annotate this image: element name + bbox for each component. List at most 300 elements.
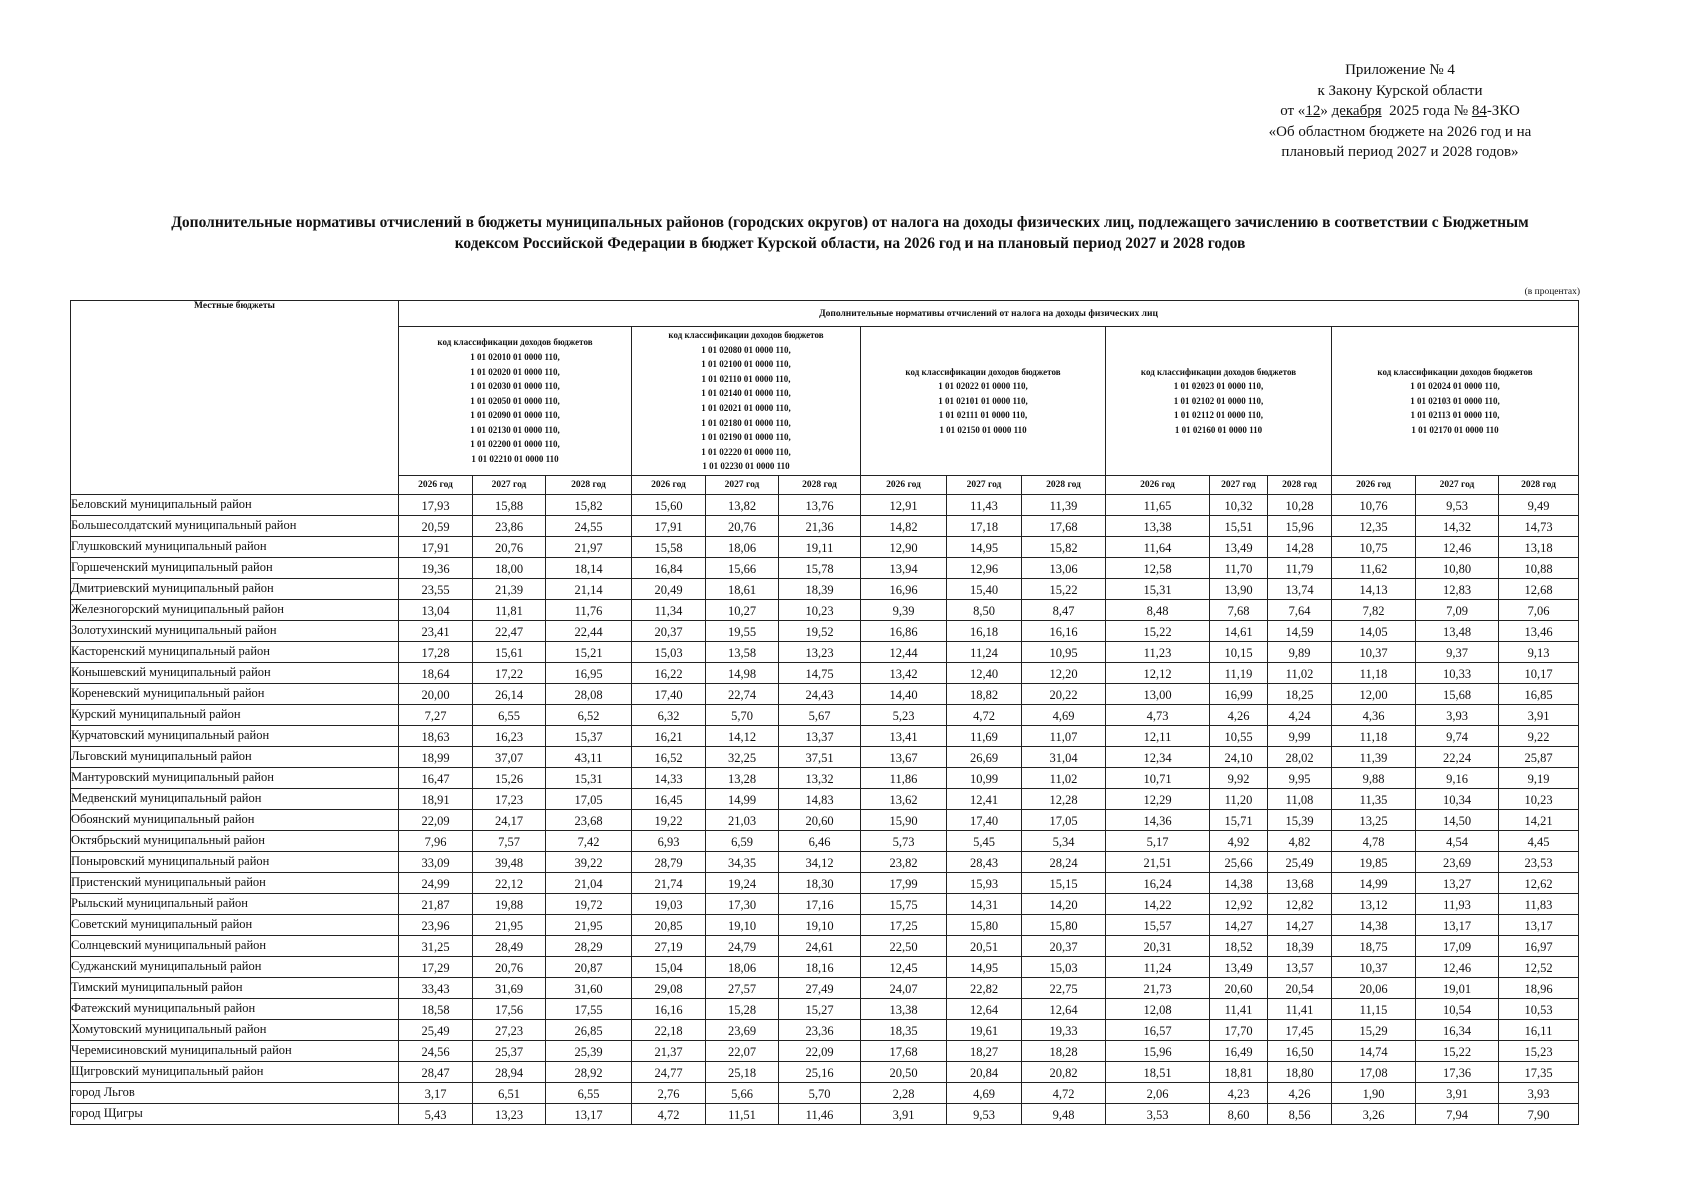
norm-value: 6,51 xyxy=(473,1083,546,1104)
norm-value: 20,00 xyxy=(399,684,473,705)
norm-value: 5,70 xyxy=(706,705,779,726)
norm-value: 5,66 xyxy=(706,1083,779,1104)
norm-value: 16,16 xyxy=(1022,621,1106,642)
group-code-list: код классификации доходов бюджетов 1 01 02010 01 0000 110, 1 01 02020 01 0000 110, 1 01 02030 01 0000 110, 1 01 02050 01 0000 110, 1 01 02090 01 0000 110, 1 01 02130 01 0000 110, 1 01 02200 01 0000 110, 1 01 02210 01 0000 110 xyxy=(437,337,593,465)
year-header: 2028 год xyxy=(1022,476,1106,495)
norm-value: 9,13 xyxy=(1499,642,1579,663)
norm-value: 13,46 xyxy=(1499,621,1579,642)
norm-value: 23,69 xyxy=(706,1020,779,1041)
norm-value: 12,44 xyxy=(861,642,947,663)
norm-value: 24,56 xyxy=(399,1041,473,1062)
norm-value: 13,06 xyxy=(1022,558,1106,579)
norm-value: 18,75 xyxy=(1332,936,1416,957)
norm-value: 22,12 xyxy=(473,873,546,894)
norm-value: 9,49 xyxy=(1499,495,1579,516)
norm-value: 11,79 xyxy=(1268,558,1332,579)
budget-name: город Щигры xyxy=(71,1104,399,1125)
table-row xyxy=(71,663,1579,684)
norm-value: 8,56 xyxy=(1268,1104,1332,1125)
norm-value: 20,31 xyxy=(1106,936,1210,957)
norm-value: 29,08 xyxy=(632,978,706,999)
norm-value: 15,31 xyxy=(546,768,632,789)
norm-value: 5,17 xyxy=(1106,831,1210,852)
norm-value: 31,04 xyxy=(1022,747,1106,768)
norm-value: 21,97 xyxy=(546,537,632,558)
norm-value: 11,02 xyxy=(1268,663,1332,684)
norm-value: 18,80 xyxy=(1268,1062,1332,1083)
year-header: 2027 год xyxy=(1416,476,1499,495)
norm-value: 14,27 xyxy=(1268,915,1332,936)
norm-value: 10,75 xyxy=(1332,537,1416,558)
norm-value: 20,76 xyxy=(473,537,546,558)
norm-value: 14,99 xyxy=(1332,873,1416,894)
norm-value: 11,34 xyxy=(632,600,706,621)
norm-value: 16,47 xyxy=(399,768,473,789)
year-header: 2026 год xyxy=(399,476,473,495)
budget-name: Советский муниципальный район xyxy=(71,915,399,936)
norm-value: 13,17 xyxy=(1416,915,1499,936)
table-row xyxy=(71,789,1579,810)
norm-value: 10,76 xyxy=(1332,495,1416,516)
norm-value: 13,12 xyxy=(1332,894,1416,915)
norm-value: 7,82 xyxy=(1332,600,1416,621)
norm-value: 11,64 xyxy=(1106,537,1210,558)
norm-value: 15,22 xyxy=(1416,1041,1499,1062)
norm-value: 22,50 xyxy=(861,936,947,957)
norm-value: 16,18 xyxy=(947,621,1022,642)
norm-value: 27,57 xyxy=(706,978,779,999)
norm-value: 9,19 xyxy=(1499,768,1579,789)
norm-value: 12,29 xyxy=(1106,789,1210,810)
norm-value: 11,76 xyxy=(546,600,632,621)
norm-value: 20,51 xyxy=(947,936,1022,957)
norm-value: 9,92 xyxy=(1210,768,1268,789)
group-code-list: код классификации доходов бюджетов 1 01 02024 01 0000 110, 1 01 02103 01 0000 110, 1 01 02113 01 0000 110, 1 01 02170 01 0000 110 xyxy=(1377,366,1533,435)
norm-value: 21,36 xyxy=(779,516,861,537)
norm-value: 7,57 xyxy=(473,831,546,852)
norm-value: 16,22 xyxy=(632,663,706,684)
norm-value: 23,68 xyxy=(546,810,632,831)
norm-value: 19,24 xyxy=(706,873,779,894)
norm-value: 21,51 xyxy=(1106,852,1210,873)
norm-value: 14,83 xyxy=(779,789,861,810)
norm-value: 16,95 xyxy=(546,663,632,684)
norm-value: 15,31 xyxy=(1106,579,1210,600)
norm-value: 16,24 xyxy=(1106,873,1210,894)
norm-value: 10,54 xyxy=(1416,999,1499,1020)
norm-value: 21,39 xyxy=(473,579,546,600)
norm-value: 17,93 xyxy=(399,495,473,516)
norm-value: 39,22 xyxy=(546,852,632,873)
norm-value: 9,89 xyxy=(1268,642,1332,663)
norm-value: 12,96 xyxy=(947,558,1022,579)
norm-value: 13,38 xyxy=(861,999,947,1020)
norm-value: 11,18 xyxy=(1332,663,1416,684)
norm-value: 15,21 xyxy=(546,642,632,663)
norm-value: 3,91 xyxy=(861,1104,947,1125)
year-header: 2027 год xyxy=(706,476,779,495)
norm-value: 15,90 xyxy=(861,810,947,831)
norm-value: 18,06 xyxy=(706,537,779,558)
table-row xyxy=(71,957,1579,978)
annex-law-title-1: «Об областном бюджете на 2026 год и на xyxy=(1268,123,1532,140)
norm-value: 13,49 xyxy=(1210,957,1268,978)
norm-value: 32,25 xyxy=(706,747,779,768)
norm-value: 19,72 xyxy=(546,894,632,915)
norm-value: 25,37 xyxy=(473,1041,546,1062)
norm-value: 20,76 xyxy=(473,957,546,978)
norm-value: 14,98 xyxy=(706,663,779,684)
norm-value: 11,08 xyxy=(1268,789,1332,810)
norm-value: 17,56 xyxy=(473,999,546,1020)
norm-value: 9,95 xyxy=(1268,768,1332,789)
budget-name: Рыльский муниципальный район xyxy=(71,894,399,915)
norm-value: 19,52 xyxy=(779,621,861,642)
norm-value: 20,60 xyxy=(1210,978,1268,999)
group-code-list: код классификации доходов бюджетов 1 01 02023 01 0000 110, 1 01 02102 01 0000 110, 1 01 02112 01 0000 110, 1 01 02160 01 0000 110 xyxy=(1140,366,1297,435)
norm-value: 14,61 xyxy=(1210,621,1268,642)
norm-value: 24,61 xyxy=(779,936,861,957)
norm-value: 4,73 xyxy=(1106,705,1210,726)
norm-value: 23,69 xyxy=(1416,852,1499,873)
norm-value: 4,36 xyxy=(1332,705,1416,726)
norm-value: 12,83 xyxy=(1416,579,1499,600)
norm-value: 10,55 xyxy=(1210,726,1268,747)
norm-value: 17,09 xyxy=(1416,936,1499,957)
norm-value: 10,33 xyxy=(1416,663,1499,684)
norm-value: 28,79 xyxy=(632,852,706,873)
norm-value: 19,36 xyxy=(399,558,473,579)
norm-value: 20,87 xyxy=(546,957,632,978)
year-header: 2026 год xyxy=(632,476,706,495)
norm-value: 11,69 xyxy=(947,726,1022,747)
norm-value: 6,55 xyxy=(473,705,546,726)
norm-value: 10,88 xyxy=(1499,558,1579,579)
table-row xyxy=(71,915,1579,936)
norm-value: 11,18 xyxy=(1332,726,1416,747)
norm-value: 12,41 xyxy=(947,789,1022,810)
norm-value: 12,46 xyxy=(1416,537,1499,558)
norm-value: 26,69 xyxy=(947,747,1022,768)
norm-value: 15,61 xyxy=(473,642,546,663)
norm-value: 2,28 xyxy=(861,1083,947,1104)
norm-value: 10,27 xyxy=(706,600,779,621)
norm-value: 12,90 xyxy=(861,537,947,558)
norm-value: 20,59 xyxy=(399,516,473,537)
norm-value: 15,04 xyxy=(632,957,706,978)
norm-value: 6,52 xyxy=(546,705,632,726)
norm-value: 19,55 xyxy=(706,621,779,642)
norm-value: 24,43 xyxy=(779,684,861,705)
norm-value: 24,17 xyxy=(473,810,546,831)
norm-value: 15,82 xyxy=(546,495,632,516)
norm-value: 14,33 xyxy=(632,768,706,789)
norm-value: 19,85 xyxy=(1332,852,1416,873)
norm-value: 27,23 xyxy=(473,1020,546,1041)
norm-value: 28,49 xyxy=(473,936,546,957)
budget-name: Черемисиновский муниципальный район xyxy=(71,1041,399,1062)
budget-name: Кореневский муниципальный район xyxy=(71,684,399,705)
norm-value: 11,83 xyxy=(1499,894,1579,915)
table-row xyxy=(71,621,1579,642)
norm-value: 12,45 xyxy=(861,957,947,978)
norm-value: 14,28 xyxy=(1268,537,1332,558)
norm-value: 11,24 xyxy=(947,642,1022,663)
norm-value: 15,57 xyxy=(1106,915,1210,936)
norm-value: 15,03 xyxy=(1022,957,1106,978)
norm-value: 17,68 xyxy=(861,1041,947,1062)
table-row xyxy=(71,558,1579,579)
norm-value: 26,85 xyxy=(546,1020,632,1041)
norm-value: 11,62 xyxy=(1332,558,1416,579)
norm-value: 20,82 xyxy=(1022,1062,1106,1083)
norm-value: 5,67 xyxy=(779,705,861,726)
norm-value: 18,25 xyxy=(1268,684,1332,705)
norm-value: 12,46 xyxy=(1416,957,1499,978)
norm-value: 15,88 xyxy=(473,495,546,516)
table-row xyxy=(71,831,1579,852)
norm-value: 13,90 xyxy=(1210,579,1268,600)
norm-value: 20,76 xyxy=(706,516,779,537)
norm-value: 13,17 xyxy=(546,1104,632,1125)
norm-value: 12,40 xyxy=(947,663,1022,684)
norm-value: 10,37 xyxy=(1332,957,1416,978)
norm-value: 18,14 xyxy=(546,558,632,579)
norm-value: 22,82 xyxy=(947,978,1022,999)
year-header: 2028 год xyxy=(1268,476,1332,495)
document-title xyxy=(70,212,1630,254)
norm-value: 14,31 xyxy=(947,894,1022,915)
norm-value: 15,71 xyxy=(1210,810,1268,831)
budget-name: Мантуровский муниципальный район xyxy=(71,768,399,789)
table-row xyxy=(71,705,1579,726)
norm-value: 13,48 xyxy=(1416,621,1499,642)
norm-value: 18,64 xyxy=(399,663,473,684)
norm-value: 11,51 xyxy=(706,1104,779,1125)
norm-value: 15,15 xyxy=(1022,873,1106,894)
norm-value: 18,39 xyxy=(779,579,861,600)
norm-value: 21,04 xyxy=(546,873,632,894)
norm-value: 14,74 xyxy=(1332,1041,1416,1062)
norm-value: 7,27 xyxy=(399,705,473,726)
norm-value: 12,91 xyxy=(861,495,947,516)
norm-value: 17,99 xyxy=(861,873,947,894)
norm-value: 15,78 xyxy=(779,558,861,579)
table-row xyxy=(71,810,1579,831)
norm-value: 15,96 xyxy=(1268,516,1332,537)
year-header: 2028 год xyxy=(546,476,632,495)
norm-value: 13,68 xyxy=(1268,873,1332,894)
annex-day: 12 xyxy=(1305,103,1321,119)
norm-value: 10,23 xyxy=(1499,789,1579,810)
norm-value: 10,53 xyxy=(1499,999,1579,1020)
norm-value: 15,22 xyxy=(1106,621,1210,642)
norm-value: 16,97 xyxy=(1499,936,1579,957)
norm-value: 13,74 xyxy=(1268,579,1332,600)
norm-value: 17,28 xyxy=(399,642,473,663)
budget-name: Тимский муниципальный район xyxy=(71,978,399,999)
norm-value: 28,47 xyxy=(399,1062,473,1083)
norm-value: 14,27 xyxy=(1210,915,1268,936)
norm-value: 20,49 xyxy=(632,579,706,600)
norm-value: 20,37 xyxy=(1022,936,1106,957)
norm-value: 12,64 xyxy=(947,999,1022,1020)
norm-value: 17,36 xyxy=(1416,1062,1499,1083)
table-row xyxy=(71,978,1579,999)
group-header-5 xyxy=(1332,327,1579,476)
table-row xyxy=(71,936,1579,957)
norm-value: 11,23 xyxy=(1106,642,1210,663)
norm-value: 5,43 xyxy=(399,1104,473,1125)
norm-value: 18,58 xyxy=(399,999,473,1020)
norm-value: 9,74 xyxy=(1416,726,1499,747)
norm-value: 22,07 xyxy=(706,1041,779,1062)
norm-value: 27,49 xyxy=(779,978,861,999)
table-row xyxy=(71,516,1579,537)
norm-value: 28,29 xyxy=(546,936,632,957)
norm-value: 19,33 xyxy=(1022,1020,1106,1041)
table-row xyxy=(71,1083,1579,1104)
budget-name: Поныровский муниципальный район xyxy=(71,852,399,873)
norm-value: 28,08 xyxy=(546,684,632,705)
norm-value: 14,59 xyxy=(1268,621,1332,642)
norm-value: 25,18 xyxy=(706,1062,779,1083)
norm-value: 31,69 xyxy=(473,978,546,999)
norm-value: 13,57 xyxy=(1268,957,1332,978)
year-header: 2027 год xyxy=(947,476,1022,495)
norm-value: 27,19 xyxy=(632,936,706,957)
annex-law-suffix: -ЗКО xyxy=(1486,103,1520,119)
norm-value: 11,43 xyxy=(947,495,1022,516)
norm-value: 13,82 xyxy=(706,495,779,516)
budget-name: Беловский муниципальный район xyxy=(71,495,399,516)
year-header: 2026 год xyxy=(1332,476,1416,495)
norm-value: 17,91 xyxy=(632,516,706,537)
annex-law-ref: к Закону Курской области xyxy=(1317,82,1483,99)
norm-value: 11,39 xyxy=(1332,747,1416,768)
norm-value: 16,84 xyxy=(632,558,706,579)
norm-value: 16,16 xyxy=(632,999,706,1020)
norm-value: 9,39 xyxy=(861,600,947,621)
annex-block xyxy=(1205,60,1595,163)
table-row xyxy=(71,537,1579,558)
norm-value: 11,70 xyxy=(1210,558,1268,579)
norm-value: 5,45 xyxy=(947,831,1022,852)
norm-value: 18,91 xyxy=(399,789,473,810)
norm-value: 4,72 xyxy=(632,1104,706,1125)
norm-value: 4,78 xyxy=(1332,831,1416,852)
norm-value: 31,25 xyxy=(399,936,473,957)
norm-value: 14,50 xyxy=(1416,810,1499,831)
norm-value: 25,87 xyxy=(1499,747,1579,768)
norm-value: 10,71 xyxy=(1106,768,1210,789)
norm-value: 14,38 xyxy=(1332,915,1416,936)
norm-value: 20,50 xyxy=(861,1062,947,1083)
norm-value: 12,92 xyxy=(1210,894,1268,915)
norm-value: 22,09 xyxy=(779,1041,861,1062)
annex-year-part: 2025 года № xyxy=(1381,103,1472,119)
norm-value: 3,93 xyxy=(1416,705,1499,726)
norm-value: 3,53 xyxy=(1106,1104,1210,1125)
norm-value: 4,72 xyxy=(947,705,1022,726)
norm-value: 16,85 xyxy=(1499,684,1579,705)
norm-value: 15,75 xyxy=(861,894,947,915)
norm-value: 10,15 xyxy=(1210,642,1268,663)
norm-value: 17,68 xyxy=(1022,516,1106,537)
norm-value: 19,03 xyxy=(632,894,706,915)
budget-name: Курчатовский муниципальный район xyxy=(71,726,399,747)
norm-value: 15,22 xyxy=(1022,579,1106,600)
norm-value: 7,96 xyxy=(399,831,473,852)
norm-value: 5,73 xyxy=(861,831,947,852)
norm-value: 18,06 xyxy=(706,957,779,978)
norm-value: 33,43 xyxy=(399,978,473,999)
norm-value: 11,81 xyxy=(473,600,546,621)
norm-value: 4,45 xyxy=(1499,831,1579,852)
norm-value: 12,12 xyxy=(1106,663,1210,684)
annex-law-title-2: плановый период 2027 и 2028 годов» xyxy=(1281,144,1519,160)
norm-value: 18,61 xyxy=(706,579,779,600)
norm-value: 19,22 xyxy=(632,810,706,831)
norm-value: 21,74 xyxy=(632,873,706,894)
norm-value: 9,37 xyxy=(1416,642,1499,663)
norm-value: 22,44 xyxy=(546,621,632,642)
norm-value: 13,23 xyxy=(779,642,861,663)
norm-value: 24,55 xyxy=(546,516,632,537)
norm-value: 21,87 xyxy=(399,894,473,915)
norm-value: 13,42 xyxy=(861,663,947,684)
norm-value: 16,57 xyxy=(1106,1020,1210,1041)
norm-value: 12,20 xyxy=(1022,663,1106,684)
norm-value: 24,99 xyxy=(399,873,473,894)
norm-value: 15,58 xyxy=(632,537,706,558)
budget-name: Золотухинский муниципальный район xyxy=(71,621,399,642)
norm-value: 11,86 xyxy=(861,768,947,789)
norm-value: 23,36 xyxy=(779,1020,861,1041)
norm-value: 13,17 xyxy=(1499,915,1579,936)
norm-value: 13,67 xyxy=(861,747,947,768)
norm-value: 5,34 xyxy=(1022,831,1106,852)
norm-value: 5,23 xyxy=(861,705,947,726)
norm-value: 17,40 xyxy=(947,810,1022,831)
norm-value: 16,45 xyxy=(632,789,706,810)
norm-value: 31,60 xyxy=(546,978,632,999)
norm-value: 9,99 xyxy=(1268,726,1332,747)
norm-value: 21,73 xyxy=(1106,978,1210,999)
norm-value: 9,16 xyxy=(1416,768,1499,789)
norm-value: 34,35 xyxy=(706,852,779,873)
budget-name: Дмитриевский муниципальный район xyxy=(71,579,399,600)
norm-value: 8,47 xyxy=(1022,600,1106,621)
norm-value: 14,38 xyxy=(1210,873,1268,894)
group-header-1 xyxy=(399,327,632,476)
norm-value: 12,62 xyxy=(1499,873,1579,894)
norm-value: 24,10 xyxy=(1210,747,1268,768)
norm-value: 3,93 xyxy=(1499,1083,1579,1104)
norm-value: 15,80 xyxy=(1022,915,1106,936)
norm-value: 12,11 xyxy=(1106,726,1210,747)
norm-value: 14,95 xyxy=(947,537,1022,558)
norm-value: 14,73 xyxy=(1499,516,1579,537)
norm-value: 12,58 xyxy=(1106,558,1210,579)
norm-value: 24,77 xyxy=(632,1062,706,1083)
norm-value: 16,50 xyxy=(1268,1041,1332,1062)
norm-value: 13,04 xyxy=(399,600,473,621)
norm-value: 10,37 xyxy=(1332,642,1416,663)
norm-value: 11,41 xyxy=(1268,999,1332,1020)
norm-value: 15,23 xyxy=(1499,1041,1579,1062)
norm-value: 20,37 xyxy=(632,621,706,642)
